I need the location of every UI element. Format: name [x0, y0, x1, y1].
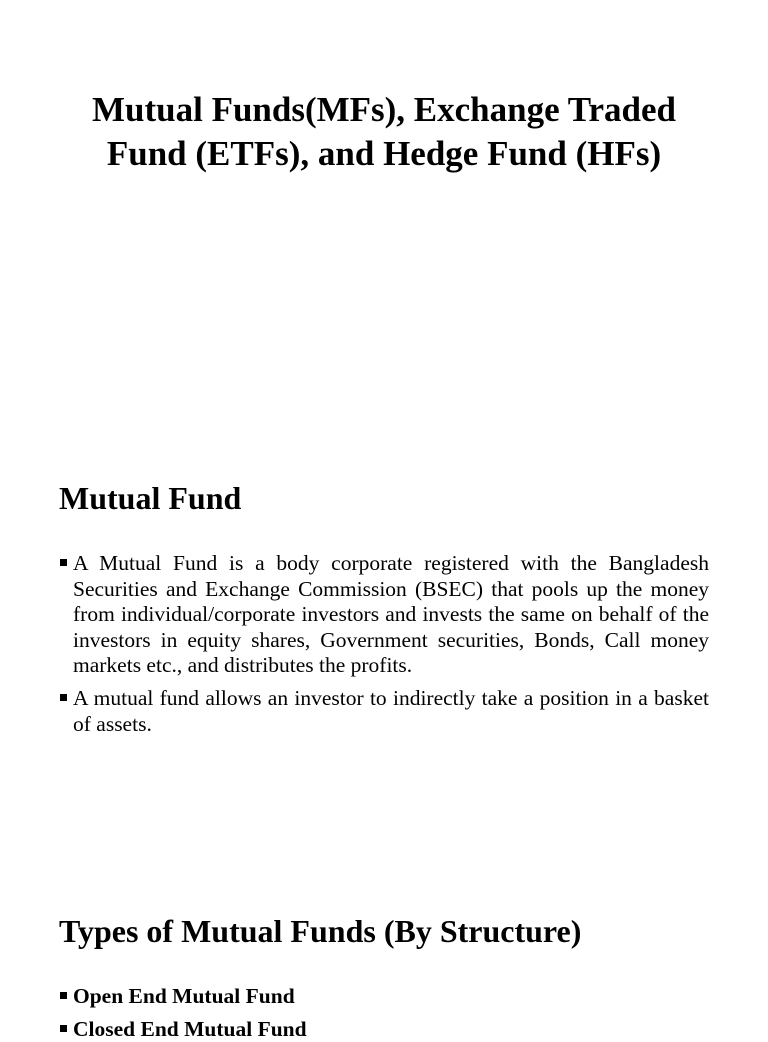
presentation-title: Mutual Funds(MFs), Exchange Traded Fund (ETFs), and Hedge Fund (HFs): [91, 90, 677, 173]
list-item: [59, 984, 709, 1010]
types-heading: Types of Mutual Funds (By Structure): [59, 913, 582, 949]
bullet-text: A Mutual Fund is a body corporate registered with the Bangladesh Securities and Exchange Commission (BSEC) that pools up the money from individual/corporate investors and invests the same on behalf of the investors in equity shares, Government securities, Bonds, Call money markets etc., and distributes the profits.: [73, 551, 709, 678]
bullet-text: Closed End Mutual Fund: [73, 1016, 307, 1041]
bullet-text: A mutual fund allows an investor to indirectly take a position in a basket of assets.: [73, 685, 709, 736]
types-bullet-list: [59, 984, 709, 1042]
square-bullet-icon: [60, 992, 67, 999]
mutual-fund-heading: Mutual Fund: [59, 480, 242, 516]
square-bullet-icon: [60, 1025, 67, 1032]
bullet-text: Open End Mutual Fund: [73, 984, 295, 1008]
list-item: [59, 1017, 709, 1042]
